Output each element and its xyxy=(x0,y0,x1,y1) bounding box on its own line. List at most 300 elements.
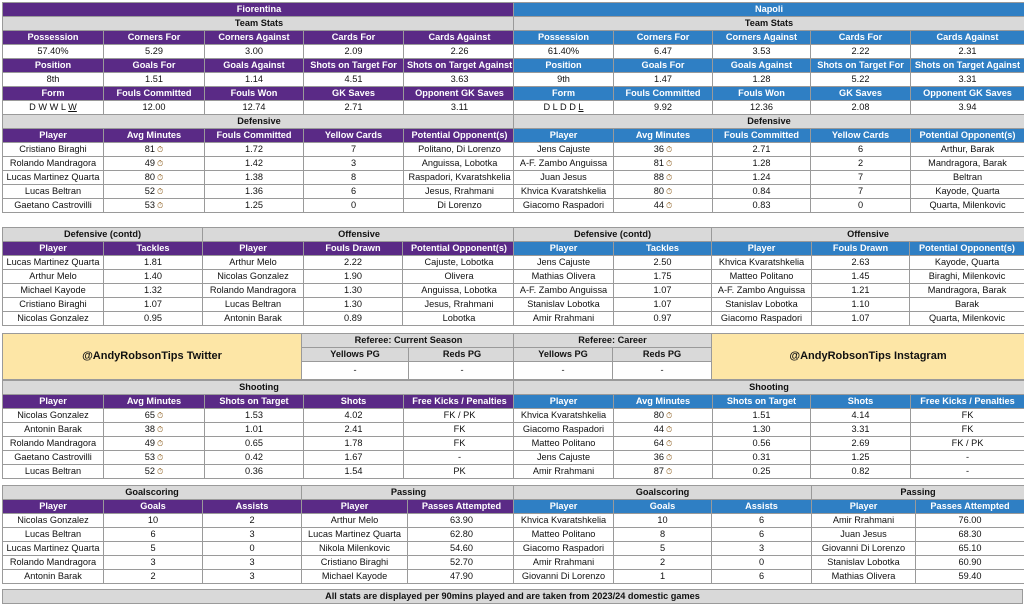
stat-value xyxy=(104,423,205,437)
stat-value: 1.51 xyxy=(713,409,811,423)
column-header: Yellows PG xyxy=(514,348,613,362)
instagram-promo[interactable]: @AndyRobsonTips Instagram xyxy=(712,334,1024,380)
player-name: Gaetano Castrovilli xyxy=(3,199,104,213)
minutes-value: 53 xyxy=(144,200,155,210)
stat-value: 1.24 xyxy=(713,171,811,185)
column-header: Passes Attempted xyxy=(408,500,516,514)
stat-value: 6.47 xyxy=(614,45,713,59)
table-row xyxy=(3,298,516,312)
minutes-value: 49 xyxy=(144,158,155,168)
column-header: Potential Opponent(s) xyxy=(910,242,1024,256)
stat-value: Cajuste, Lobotka xyxy=(403,256,516,270)
stat-value: 0 xyxy=(304,199,404,213)
stat-value: 1.07 xyxy=(104,298,203,312)
stat-value: 0.65 xyxy=(205,437,304,451)
stat-header: GK Saves xyxy=(811,87,911,101)
stat-value: 4.02 xyxy=(304,409,404,423)
table-row xyxy=(514,570,1024,584)
table-row xyxy=(3,312,516,326)
table-row xyxy=(514,298,1024,312)
stat-value: 6 xyxy=(712,514,812,528)
section-title: Defensive xyxy=(514,115,1024,129)
table-row xyxy=(3,185,516,199)
stat-value: 2.26 xyxy=(404,45,516,59)
stat-header: Goals Against xyxy=(713,59,811,73)
column-header: Potential Opponent(s) xyxy=(403,242,516,256)
stat-value: 0.89 xyxy=(304,312,403,326)
stat-value xyxy=(614,437,713,451)
player-name: Giacomo Raspadori xyxy=(514,199,614,213)
stat-header: Form xyxy=(514,87,614,101)
player-name: Lucas Beltran xyxy=(3,528,104,542)
table-row xyxy=(3,284,516,298)
stat-value: 6 xyxy=(811,143,911,157)
stat-value: 2.08 xyxy=(811,101,911,115)
column-header: Yellow Cards xyxy=(304,129,404,143)
table-row xyxy=(514,556,1024,570)
stat-value xyxy=(104,451,205,465)
player-name: Arthur Melo xyxy=(203,256,304,270)
stat-value: 59.40 xyxy=(916,570,1024,584)
stat-value: 6 xyxy=(304,185,404,199)
table-row xyxy=(514,171,1024,185)
stat-header: Goals Against xyxy=(205,59,304,73)
stat-value: 3.00 xyxy=(205,45,304,59)
table-row xyxy=(3,528,516,542)
player-name: Giacomo Raspadori xyxy=(514,423,614,437)
footer-table xyxy=(2,589,1023,604)
column-header: Player xyxy=(3,395,104,409)
stopwatch-icon: ⏱ xyxy=(665,439,673,448)
player-name: Giacomo Raspadori xyxy=(514,542,614,556)
player-name: Lucas Martinez Quarta xyxy=(3,171,104,185)
table-row xyxy=(514,256,1024,270)
stat-value: 0.31 xyxy=(713,451,811,465)
player-name: Antonin Barak xyxy=(3,570,104,584)
stat-header: Corners Against xyxy=(205,31,304,45)
stat-header: Opponent GK Saves xyxy=(404,87,516,101)
column-header: Avg Minutes xyxy=(104,395,205,409)
stat-value xyxy=(614,409,713,423)
column-header: Avg Minutes xyxy=(614,395,713,409)
form-letter: D xyxy=(569,102,576,112)
stat-header: Corners Against xyxy=(713,31,811,45)
stat-value: 1.32 xyxy=(104,284,203,298)
player-name: Stanislav Lobotka xyxy=(812,556,916,570)
stat-value: 2 xyxy=(614,556,712,570)
stat-value: 1.36 xyxy=(205,185,304,199)
stat-value: Quarta, Milenkovic xyxy=(910,312,1024,326)
stat-value: 5.22 xyxy=(811,73,911,87)
player-name: Rolando Mandragora xyxy=(3,157,104,171)
stat-value: 0.95 xyxy=(104,312,203,326)
minutes-value: 88 xyxy=(653,172,664,182)
stopwatch-icon: ⏱ xyxy=(665,159,673,168)
form-value xyxy=(514,101,614,115)
player-name: Cristiano Biraghi xyxy=(3,143,104,157)
player-name: Juan Jesus xyxy=(514,171,614,185)
player-name: A-F. Zambo Anguissa xyxy=(514,284,614,298)
minutes-value: 80 xyxy=(653,186,664,196)
stat-value: 1.51 xyxy=(104,73,205,87)
player-name: Nicolas Gonzalez xyxy=(3,514,104,528)
stat-value: 6 xyxy=(104,528,203,542)
stat-value: 3.31 xyxy=(911,73,1024,87)
stat-value: FK / PK xyxy=(911,437,1024,451)
player-name: Michael Kayode xyxy=(3,284,104,298)
column-header: Passes Attempted xyxy=(916,500,1024,514)
section-title: Shooting xyxy=(3,381,516,395)
stat-value: 9.92 xyxy=(614,101,713,115)
stat-value xyxy=(614,451,713,465)
stopwatch-icon: ⏱ xyxy=(665,201,673,210)
player-name: Khvica Kvaratshkelia xyxy=(712,256,812,270)
stat-value: 8 xyxy=(304,171,404,185)
stat-value xyxy=(104,143,205,157)
player-name: Amir Rrahmani xyxy=(514,556,614,570)
minutes-value: 36 xyxy=(653,452,664,462)
stat-header: Shots on Target Against xyxy=(911,59,1024,73)
stat-value: Olivera xyxy=(403,270,516,284)
player-name: Gaetano Castrovilli xyxy=(3,451,104,465)
player-name: Rolando Mandragora xyxy=(3,556,104,570)
stat-value: FK xyxy=(911,409,1024,423)
table-row xyxy=(514,542,1024,556)
stat-value: 1.07 xyxy=(614,298,712,312)
stopwatch-icon: ⏱ xyxy=(156,173,164,182)
player-name: Stanislav Lobotka xyxy=(514,298,614,312)
stat-value: Jesus, Rrahmani xyxy=(404,185,516,199)
stat-value: 1.25 xyxy=(205,199,304,213)
minutes-value: 44 xyxy=(653,424,664,434)
stat-value: Beltran xyxy=(911,171,1024,185)
section-title: Passing xyxy=(812,486,1024,500)
left-top-table xyxy=(2,2,516,213)
form-letter: W xyxy=(68,102,77,112)
column-header: Player xyxy=(514,500,614,514)
stat-value: FK xyxy=(404,423,516,437)
minutes-value: 80 xyxy=(144,172,155,182)
stat-header: Cards Against xyxy=(911,31,1024,45)
stat-value: 1.67 xyxy=(304,451,404,465)
table-row xyxy=(3,157,516,171)
stat-value: Jesus, Rrahmani xyxy=(403,298,516,312)
player-name: Jens Cajuste xyxy=(514,256,614,270)
stat-value: Kayode, Quarta xyxy=(910,256,1024,270)
minutes-value: 65 xyxy=(144,410,155,420)
stat-value: 2.41 xyxy=(304,423,404,437)
column-header: Potential Opponent(s) xyxy=(404,129,516,143)
stat-value: Raspadori, Kvaratshkelia xyxy=(404,171,516,185)
stat-value: FK / PK xyxy=(404,409,516,423)
table-row xyxy=(514,514,1024,528)
player-name: Amir Rrahmani xyxy=(812,514,916,528)
stat-value: 2.69 xyxy=(811,437,911,451)
minutes-value: 81 xyxy=(653,158,664,168)
stat-value: 2 xyxy=(203,514,302,528)
twitter-promo[interactable]: @AndyRobsonTips Twitter xyxy=(3,334,302,380)
stat-value: - xyxy=(613,362,712,380)
stat-value: 4.14 xyxy=(811,409,911,423)
column-header: Yellow Cards xyxy=(811,129,911,143)
player-name: Arthur Melo xyxy=(302,514,408,528)
stat-value: 2.31 xyxy=(911,45,1024,59)
stat-value: 10 xyxy=(104,514,203,528)
column-header: Assists xyxy=(203,500,302,514)
stat-value: - xyxy=(514,362,613,380)
stat-value: - xyxy=(911,465,1024,479)
stat-value: 1.40 xyxy=(104,270,203,284)
stopwatch-icon: ⏱ xyxy=(156,439,164,448)
stat-value xyxy=(104,157,205,171)
stopwatch-icon: ⏱ xyxy=(665,425,673,434)
stopwatch-icon: ⏱ xyxy=(156,425,164,434)
player-name: Michael Kayode xyxy=(302,570,408,584)
column-header: Assists xyxy=(712,500,812,514)
column-header: Tackles xyxy=(104,242,203,256)
section-title: Offensive xyxy=(203,228,516,242)
table-row xyxy=(514,270,1024,284)
section-title: Shooting xyxy=(514,381,1024,395)
minutes-value: 64 xyxy=(653,438,664,448)
column-header: Player xyxy=(514,395,614,409)
player-name: Rolando Mandragora xyxy=(203,284,304,298)
minutes-value: 53 xyxy=(144,452,155,462)
stat-value: 1.07 xyxy=(812,312,910,326)
stat-header: Cards Against xyxy=(404,31,516,45)
player-name: Cristiano Biraghi xyxy=(302,556,408,570)
stat-value: 2.71 xyxy=(304,101,404,115)
stat-value: 0.84 xyxy=(713,185,811,199)
player-name: Rolando Mandragora xyxy=(3,437,104,451)
stat-value: Quarta, Milenkovic xyxy=(911,199,1024,213)
stat-value xyxy=(614,465,713,479)
column-header: Fouls Committed xyxy=(713,129,811,143)
section-title: Team Stats xyxy=(3,17,516,31)
minutes-value: 52 xyxy=(144,466,155,476)
column-header: Reds PG xyxy=(613,348,712,362)
stat-value: 68.30 xyxy=(916,528,1024,542)
stat-value: - xyxy=(409,362,516,380)
player-name: Amir Rrahmani xyxy=(514,312,614,326)
stat-value: 1.53 xyxy=(205,409,304,423)
stat-value: 1.30 xyxy=(713,423,811,437)
player-name: Matteo Politano xyxy=(514,437,614,451)
player-name: Khvica Kvaratshkelia xyxy=(514,514,614,528)
section-title: Defensive xyxy=(3,115,516,129)
stat-header: Shots on Target For xyxy=(811,59,911,73)
stat-value: 3 xyxy=(203,556,302,570)
stat-value: 1.38 xyxy=(205,171,304,185)
stat-value: 63.90 xyxy=(408,514,516,528)
stat-value xyxy=(614,171,713,185)
stat-value: 3.11 xyxy=(404,101,516,115)
stat-value: Anguissa, Lobotka xyxy=(404,157,516,171)
stat-value: 3.94 xyxy=(911,101,1024,115)
stat-value: 10 xyxy=(614,514,712,528)
stat-value: 1.78 xyxy=(304,437,404,451)
stat-value: Mandragora, Barak xyxy=(910,284,1024,298)
right-goal-table xyxy=(513,485,1024,584)
stat-value: 2.22 xyxy=(304,256,403,270)
stat-value: Kayode, Quarta xyxy=(911,185,1024,199)
right-shooting-table xyxy=(513,380,1024,479)
stopwatch-icon: ⏱ xyxy=(156,145,164,154)
stat-value: - xyxy=(404,451,516,465)
stat-value: 4.51 xyxy=(304,73,404,87)
player-name: Lucas Beltran xyxy=(203,298,304,312)
column-header: Free Kicks / Penalties xyxy=(911,395,1024,409)
stopwatch-icon: ⏱ xyxy=(665,187,673,196)
stat-value: 1.21 xyxy=(812,284,910,298)
stat-value: 1.54 xyxy=(304,465,404,479)
player-name: Lucas Martinez Quarta xyxy=(302,528,408,542)
stat-value: 1.25 xyxy=(811,451,911,465)
column-header: Player xyxy=(812,500,916,514)
stat-value: 60.90 xyxy=(916,556,1024,570)
stat-value: 65.10 xyxy=(916,542,1024,556)
stopwatch-icon: ⏱ xyxy=(665,173,673,182)
minutes-value: 87 xyxy=(653,466,664,476)
stat-value: 57.40% xyxy=(3,45,104,59)
stat-value: Mandragora, Barak xyxy=(911,157,1024,171)
stat-value: 2.63 xyxy=(812,256,910,270)
stat-value: 76.00 xyxy=(916,514,1024,528)
section-title: Team Stats xyxy=(514,17,1024,31)
stat-header: Cards For xyxy=(811,31,911,45)
stat-value: Anguissa, Lobotka xyxy=(403,284,516,298)
column-header: Goals xyxy=(614,500,712,514)
player-name: Khvica Kvaratshkelia xyxy=(514,185,614,199)
player-name: Khvica Kvaratshkelia xyxy=(514,409,614,423)
stat-value: 2.50 xyxy=(614,256,712,270)
column-header: Player xyxy=(3,500,104,514)
section-title: Goalscoring xyxy=(3,486,302,500)
column-header: Fouls Drawn xyxy=(304,242,403,256)
minutes-value: 52 xyxy=(144,186,155,196)
column-header: Shots on Target xyxy=(205,395,304,409)
stat-value: 1.01 xyxy=(205,423,304,437)
stat-value: 1.72 xyxy=(205,143,304,157)
stat-header: Corners For xyxy=(104,31,205,45)
stat-header: Goals For xyxy=(614,59,713,73)
stat-value xyxy=(614,199,713,213)
column-header: Shots xyxy=(304,395,404,409)
table-row xyxy=(3,465,516,479)
table-row xyxy=(3,451,516,465)
stat-value xyxy=(614,157,713,171)
minutes-value: 80 xyxy=(653,410,664,420)
team-name: Fiorentina xyxy=(3,3,516,17)
section-title: Referee: Current Season xyxy=(302,334,516,348)
stat-value: 1.81 xyxy=(104,256,203,270)
player-name: Antonin Barak xyxy=(203,312,304,326)
stat-value: 61.40% xyxy=(514,45,614,59)
stat-value: 2 xyxy=(104,570,203,584)
stat-value: 12.36 xyxy=(713,101,811,115)
stat-header: Position xyxy=(514,59,614,73)
stat-header: Shots on Target Against xyxy=(404,59,516,73)
right-top-table xyxy=(513,2,1024,213)
stat-value: 6 xyxy=(712,570,812,584)
player-name: A-F. Zambo Anguissa xyxy=(712,284,812,298)
minutes-value: 36 xyxy=(653,144,664,154)
table-row xyxy=(514,423,1024,437)
player-name: Nicolas Gonzalez xyxy=(3,409,104,423)
table-row xyxy=(3,409,516,423)
section-title: Offensive xyxy=(712,228,1024,242)
stat-header: Possession xyxy=(3,31,104,45)
stat-value: 1.45 xyxy=(812,270,910,284)
stat-header: Position xyxy=(3,59,104,73)
column-header: Fouls Drawn xyxy=(812,242,910,256)
form-letter: D xyxy=(543,102,551,112)
table-row xyxy=(3,514,516,528)
player-name: Antonin Barak xyxy=(3,423,104,437)
stat-value: 1.90 xyxy=(304,270,403,284)
stat-value: 5 xyxy=(104,542,203,556)
stat-value: 5.29 xyxy=(104,45,205,59)
stat-value: 3.31 xyxy=(811,423,911,437)
stat-value: 1.47 xyxy=(614,73,713,87)
table-row xyxy=(3,256,516,270)
table-row xyxy=(514,185,1024,199)
stat-value: FK xyxy=(404,437,516,451)
minutes-value: 44 xyxy=(653,200,664,210)
stat-value: 52.70 xyxy=(408,556,516,570)
footer-note: All stats are displayed per 90mins played and are taken from 2023/24 domestic games xyxy=(3,590,1023,604)
stopwatch-icon: ⏱ xyxy=(156,467,164,476)
column-header: Player xyxy=(3,242,104,256)
form-letter: D xyxy=(560,102,567,112)
stat-value: 3 xyxy=(203,528,302,542)
stat-value: Di Lorenzo xyxy=(404,199,516,213)
player-name: Nicolas Gonzalez xyxy=(203,270,304,284)
stopwatch-icon: ⏱ xyxy=(665,453,673,462)
table-row xyxy=(514,451,1024,465)
stat-value: Arthur, Barak xyxy=(911,143,1024,157)
stat-value: 3 xyxy=(712,542,812,556)
player-name: Lucas Beltran xyxy=(3,465,104,479)
column-header: Avg Minutes xyxy=(104,129,205,143)
stat-value: - xyxy=(911,451,1024,465)
player-name: Giacomo Raspadori xyxy=(712,312,812,326)
stat-value: 2 xyxy=(811,157,911,171)
table-row xyxy=(3,171,516,185)
table-row xyxy=(3,143,516,157)
stat-header: Shots on Target For xyxy=(304,59,404,73)
table-row xyxy=(3,437,516,451)
left-goal-table xyxy=(2,485,516,584)
minutes-value: 49 xyxy=(144,438,155,448)
stat-value: 5 xyxy=(614,542,712,556)
minutes-value: 38 xyxy=(144,424,155,434)
section-title: Passing xyxy=(302,486,516,500)
form-value xyxy=(3,101,104,115)
column-header: Fouls Committed xyxy=(205,129,304,143)
player-name: Juan Jesus xyxy=(812,528,916,542)
player-name: Stanislav Lobotka xyxy=(712,298,812,312)
stopwatch-icon: ⏱ xyxy=(156,411,164,420)
stat-value: FK xyxy=(911,423,1024,437)
right-mid-table xyxy=(513,227,1024,326)
stat-value: 1.30 xyxy=(304,298,403,312)
player-name: Nicolas Gonzalez xyxy=(3,312,104,326)
table-row xyxy=(514,465,1024,479)
left-shooting-table xyxy=(2,380,516,479)
player-name: Jens Cajuste xyxy=(514,451,614,465)
player-name: A-F. Zambo Anguissa xyxy=(514,157,614,171)
